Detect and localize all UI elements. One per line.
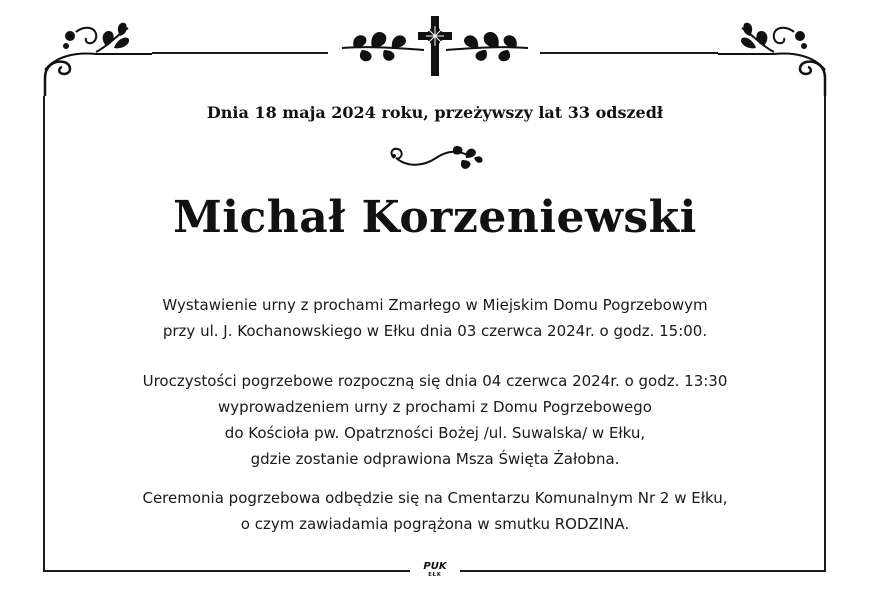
frame-bottom-border-right bbox=[460, 570, 826, 572]
top-rule-right bbox=[540, 52, 718, 54]
funeral-ceremony-paragraph bbox=[90, 368, 780, 472]
corner-flourish-left-icon bbox=[36, 18, 156, 98]
paragraph-line: o czym zawiadamia pogrążona w smutku RODZINA. bbox=[240, 515, 630, 533]
cross-icon bbox=[416, 14, 454, 78]
paragraph-line: Wystawienie urny z prochami Zmarłego w Miejskim Domu Pogrzebowym bbox=[162, 296, 708, 314]
paragraph-line: przy ul. J. Kochanowskiego w Ełku dnia 03 czerwca 2024r. o godz. 15:00. bbox=[162, 322, 708, 340]
frame-left-border bbox=[43, 96, 45, 572]
frame-bottom-border-left bbox=[43, 570, 410, 572]
puk-elk-logo bbox=[410, 562, 460, 578]
logo-sub-text: EŁK bbox=[428, 572, 442, 578]
paragraph-line: Uroczystości pogrzebowe rozpoczną się dnia 04 czerwca 2024r. o godz. 13:30 bbox=[142, 372, 728, 390]
paragraph-line: Ceremonia pogrzebowa odbędzie się na Cmentarzu Komunalnym Nr 2 w Ełku, bbox=[142, 489, 728, 507]
death-date-line: Dnia 18 maja 2024 roku, przeżywszy lat 33 odszedł bbox=[206, 103, 664, 122]
paragraph-line: gdzie zostanie odprawiona Msza Święta Żałobna. bbox=[250, 450, 620, 468]
burial-paragraph bbox=[90, 485, 780, 537]
top-rule-left bbox=[152, 52, 328, 54]
deceased-name: Michał Korzeniewski bbox=[173, 192, 697, 243]
paragraph-line: do Kościoła pw. Opatrzności Bożej /ul. Suwalska/ w Ełku, bbox=[224, 424, 646, 442]
frame-right-border bbox=[824, 96, 826, 572]
urn-exhibition-paragraph bbox=[90, 292, 780, 344]
corner-flourish-right-icon bbox=[714, 18, 834, 98]
divider-flourish-icon bbox=[384, 142, 486, 176]
paragraph-line: wyprowadzeniem urny z prochami z Domu Pogrzebowego bbox=[218, 398, 652, 416]
logo-main-text: PUK bbox=[423, 561, 447, 572]
